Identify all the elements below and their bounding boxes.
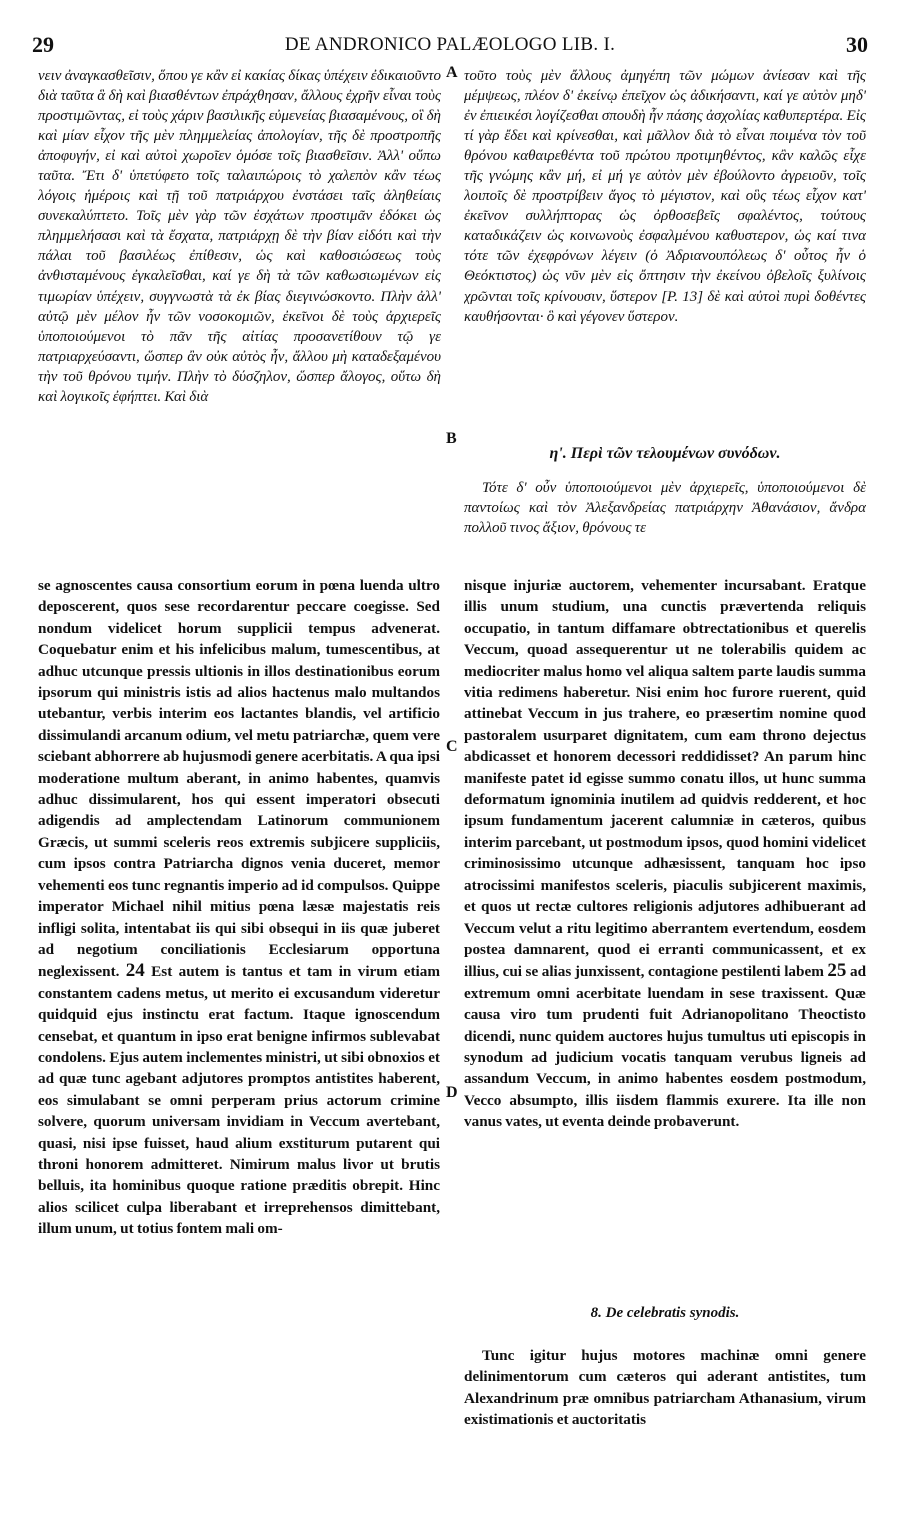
page-number-left: 29 xyxy=(32,32,54,57)
margin-letter-a: A xyxy=(446,64,458,81)
running-head xyxy=(32,30,868,60)
section-number-25: 25 xyxy=(827,960,847,982)
page-number-right: 30 xyxy=(846,32,868,57)
greek-section-heading: η'. Περὶ τῶν τελουμένων συνόδων. xyxy=(549,445,781,462)
latin-section-heading: 8. De celebratis synodis. xyxy=(590,1305,740,1321)
margin-letter-c: C xyxy=(446,738,458,755)
margin-letter-d: D xyxy=(446,1084,458,1101)
latin-left-paragraph-b: Est autem is tantus et tam in virum etiam constantem cadens metus, ut merito ei excusandum videretur quidquid ejus instinctu erat factum. Itaque ignoscendum censebat, et quantum in ipso erat benigne infirmos sublevabat condolens. Ejus autem inclementes ministri, ut sibi obnoxios et ad quæ tunc agebant adjutores promptos antistites haberent, eos simulabant se omni perperam prius actorum crimine solvere, quorum universam invidiam in Veccum avertebant, quasi, nisi ipse fuisset, haud alium exstiturum putarent qui throni honorem admitteret. Nimirum malus livor ut brutis belluis, ita hominibus quoque ratione præditis obrepit. Hinc alios scilicet culpa liberabant et irreprehensos dimittebant, illum unum, ut totius fontem mali om- xyxy=(38,963,440,1238)
latin-right-paragraph-a: nisque injuriæ auctorem, vehementer incursabant. Eratque illis unum studium, una cunctis prævertenda reliquis occupatio, in tantum diffamare obtrectationibus et querelis Veccum, quoad assequerentur ut ne tolerabilis quidem ac mediocriter malus homo vel aliqua saltem parte laudis summa vitia redimens haberetur. Nisi enim hoc furore ruerent, quid attinebat Veccum in jus trahere, eo præsertim nomine quod pastoralem usurparet dignitatem, cum eam throno dejectus abdicasset et honorem decessori reddidisset? An parum hinc manifeste patet id egisse summo conatu illos, ut hunc summa deformatum ignominia inutilem ad quidvis redderent, et hoc ipsum fundamentum jacerent calumniæ in cæteros, quibus interim parcebant, ut postmodum ipsos, quod homini videlicet criminosissimo utcunque adhæsissent, tanquam hoc ipso atrocissimi manifestos sceleris, piaculis subjicerent maximis, et quos ut rectæ cultores religionis adjutores adhibuerant ad Veccum velut a ritu legitimo aberrantem evertendum, eosdem postea damnarent, quod ei erranti communicassent, et ex illius, cui se alias junxissent, contagione pestilenti labem xyxy=(464,577,866,981)
latin-text-right-column xyxy=(464,575,866,1227)
greek-text-left-column: νειν ἀναγκασθεῖσιν, ὅπου γε κἂν εἰ κακίας δίκας ὑπέχειν ἐδικαιοῦντο διὰ ταῦτα ἃ δὴ καὶ βιασθέντων ἐπράχθησαν, ἄλλους ἐχρῆν εἶναι τοὺς προστιμῶντας, εἰ τοὺς χάριν βασιλικῆς εὐμενείας βιασαμένους, οἳ δὴ καὶ μίαν εἶχον τῆς μὲν πλημμελείας ἀπολογίαν, τῆς δὲ προστροπῆς ἀποφυγήν, εἰ καὶ αὐτοὶ χωροῖεν ὁμόσε τοῖς βιασθεῖσιν. Ἀλλ' οὔπω ταῦτα. Ἔτι δ' ὑπετύφετο τοῖς ταλαιπώροις τὸ χαλεπὸν κἂν τέως λόγοις ἡμέροις καὶ τῇ τοῦ πατριάρχου ἐνστάσει ταῖς ἀληθείαις συνεκαλύπτετο. Τοῖς μὲν γὰρ τῶν ἐσχάτων προστιμᾶν ἐδόκει ὡς πλημμελήσασι καὶ τὰ ἔσχατα, πατριάρχῃ δὲ τὴν βίαν εἰδότι καὶ τὴν πάλαι τοῦ βασιλέως ἐπίθεσιν, ὡς καὶ καθοσιώσεως τοὺς ἀνθισταμένους ἐγκαλεῖσθαι, καί γε δὴ τὰ τῶν καθωσιωμένων εἰς τιμωρίαν ὑπέχειν, συγγνωστὰ τὰ ἐκ βίας διεγινώσκοντο. Πλὴν ἀλλ' αὐτῷ μὲν μέλον ἦν τῶν νοσοκομιῶν, ἐκεῖνοι δὲ τοὺς ἀρχιερεῖς ὑποποιούμενοι τὸ πᾶν τῆς αἰτίας προσανετίθουν τῷ γε πατριαρχεύσαντι, ὥσπερ ἂν οὐκ αὐτὸς ἦν, ἄλλου μὴ καταδεξαμένου τὴν τοῦ θρόνου τιμήν. Πλὴν τὸ δύσζηλον, ὥσπερ ἄλογος, οὕτω δὴ καὶ λογικοῖς ἐφήπτει. Καὶ διὰ xyxy=(38,68,441,405)
running-title: DE ANDRONICO PALÆOLOGO LIB. I. xyxy=(284,34,616,55)
latin-right-paragraph-b: ad extremum omni acerbitate luendam in sese traxissent. Quæ causa viro tum prudenti fuit Adrianopolitano Theoctisto dicendi, nunc quidem auctores hujus tumultus uti episcopis in synodum ad judicium vocatis tanquam verubus ligneis ad assandum Veccum, in animo habentes eosdem postmodum, Vecco absumpto, illis iisdem flammis exurere. Ita ille non vanus vates, ut eventa deinde probaverunt. xyxy=(464,963,866,1131)
greek-text-right-column-continued: Τότε δ' οὖν ὑποποιούμενοι μὲν ἀρχιερεῖς, ὑποποιούμενοι δὲ παντοίως καὶ τὸν Ἀλεξανδρείας πατριάρχην Ἀθανάσιον, ἄνδρα πολλοῦ τινος ἄξιον, θρόνους τε xyxy=(464,480,866,537)
margin-letter-b: B xyxy=(446,430,457,447)
greek-text-right-column: τοῦτο τοὺς μὲν ἄλλους ἀμηγέπη τῶν μώμων ἀνίεσαν καὶ τῆς μέμψεως, πλέον δ' ἐκείνῳ ἐπεῖχον ὡς ἀδικήσαντι, καί γε αὐτὸν μηδ' ἐν ἐπιεικέσι λογίζεσθαι σπουδὴ ἦν πάσης ἀσχολίας καθυπερτέρα. Εἰς τί γὰρ ἔδει καὶ κρίνεσθαι, καὶ μᾶλλον διὰ τὸ εἶναι ποιμένα τὸν τοῦ θρόνου καθαιρεθέντα τοῦ πρώτου προτιμηθέντος, κἂν καλῶς εἶχε τῆς γνώμης κἂν μή, εἰ μή γε αὐτὸν μὲν ἐβούλοντο ἀγρειοῦν, τοῖς λοιποῖς δὲ προστρίβειν ἄγος τὸ μέγιστον, καὶ οὓς τέως εἶχον κατ' ἐκεῖνον συλλήπτορας ὡς ὀρθοσεβεῖς σφαλέντος, τούτους καταδικάζειν ὡς κοινωνοὺς ἐσφαλμένου καθυστερον, ὡς καί τινα τότε τῶν ἐχεφρόνων λέγειν (ὁ Ἀδριανουπόλεως δ' οὗτος ἦν ὁ Θεόκτιστος) ὡς νῦν μὲν εἰς ὄπτησιν τὴν ἐκείνου ὀβελοῖς ξυλίνοις χρῶνται τοῖς κρίνουσιν, ὕστερον [P. 13] δὲ καὶ αὐτοὶ πυρὶ δοθέντες καυθήσονται· ὃ καὶ γέγονεν ὕστερον. xyxy=(464,68,866,325)
latin-text-right-column-continued: Tunc igitur hujus motores machinæ omni genere delinimentorum cum cæteros qui aderant antistites, tum Alexandrinum præ omnibus patriarcham Athanasium, virum existimationis et auctoritatis xyxy=(464,1347,866,1429)
latin-text-left-column xyxy=(38,575,440,1520)
section-number-24: 24 xyxy=(125,960,145,982)
latin-left-paragraph-a: se agnoscentes causa consortium eorum in pœna luenda ultro deposcerent, quos sese recordarentur peccare coegisse. Sed nondum videlicet horum supplicii tempus advenerat. Coquebatur enim et his infelicibus malum, tumescentibus, at adhuc utcunque pressis ultionis in illos destinationibus eorum ipsorum qui ministris istis ad alios hactenus malo multandos utebantur, verbis interim eos lactantes blandis, vel artificio dissimulandi arcanum odium, vel metu patriarchæ, quem vere sciebant abhorrere ab hujusmodi genere acerbitatis. A qua ipsi moderatione multum aberant, in animo habentes, quamvis adhuc dissimularent, hos qui essent imperatori obsecuti adigendis ad amplectendam Latinorum communionem Græcis, ut summi sceleris reos extremis subjicere suppliciis, cum ipsos contra Patriarcha dignos venia duceret, memor vehementi eos tunc regnantis imperio ad id compulsos. Quippe imperator Michael nihil mitius pœna læsæ majestatis reis infligi solita, intentabat iis qui sibi obsequi in iis quæ juberet ad negotium conciliationis Ecclesiarum opportuna neglexissent. xyxy=(38,577,440,981)
